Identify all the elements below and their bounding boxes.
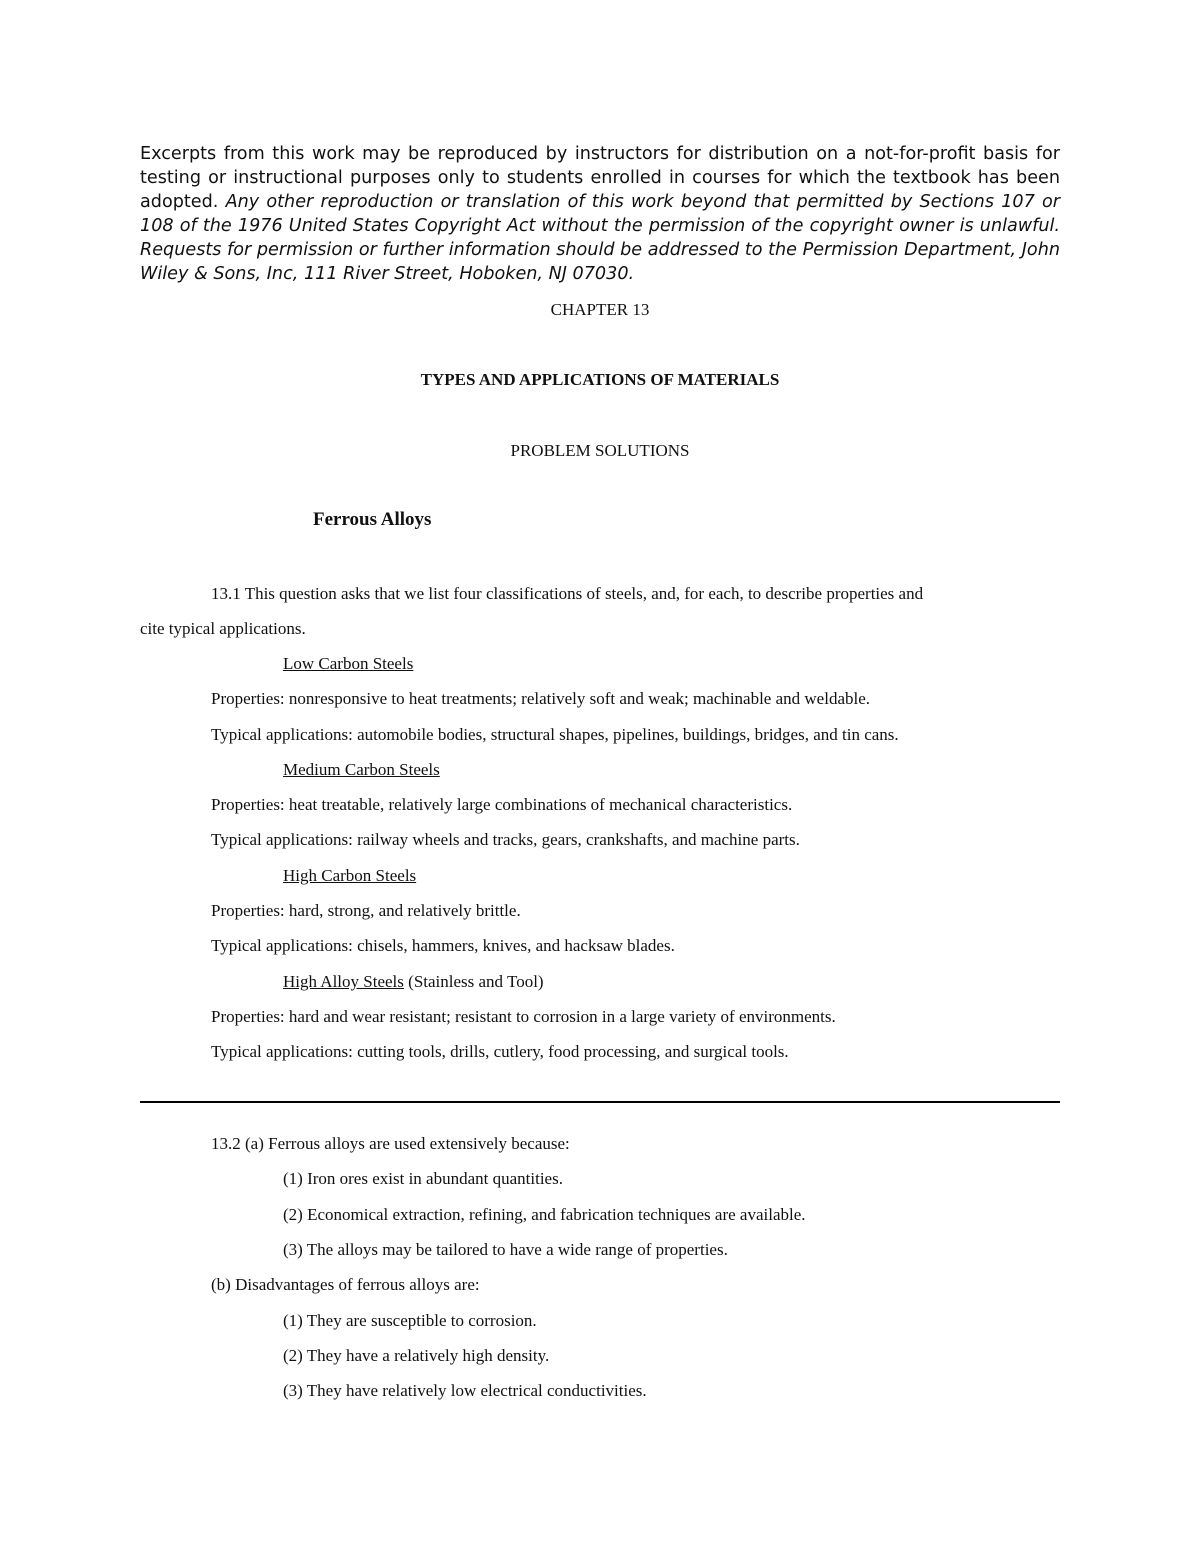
high-carbon-properties: Properties: hard, strong, and relatively brittle. xyxy=(211,901,521,920)
q132-a-item: (3) The alloys may be tailored to have a wide range of properties. xyxy=(283,1240,728,1259)
q132-b-item: (1) They are susceptible to corrosion. xyxy=(283,1311,537,1330)
medium-carbon-properties: Properties: heat treatable, relatively large combinations of mechanical characteristics. xyxy=(211,795,793,814)
low-carbon-applications: Typical applications: automobile bodies, structural shapes, pipelines, buildings, bridges, and tin cans. xyxy=(211,725,899,744)
q131-line-1: 13.1 This question asks that we list four classifications of steels, and, for each, to describe properties and xyxy=(211,584,924,603)
high-alloy-heading-suffix: (Stainless and Tool) xyxy=(403,972,544,991)
q132-b-intro: (b) Disadvantages of ferrous alloys are: xyxy=(211,1275,480,1294)
high-alloy-properties: Properties: hard and wear resistant; resistant to corrosion in a large variety of environments. xyxy=(211,1007,836,1026)
q132-a-intro: 13.2 (a) Ferrous alloys are used extensively because: xyxy=(211,1134,570,1153)
q131-line-2: cite typical applications. xyxy=(140,619,306,638)
chapter-heading: CHAPTER 13 xyxy=(550,300,650,319)
medium-carbon-applications: Typical applications: railway wheels and tracks, gears, crankshafts, and machine parts. xyxy=(211,830,800,849)
q132-b-item: (2) They have a relatively high density. xyxy=(283,1346,550,1365)
q132-b-item: (3) They have relatively low electrical conductivities. xyxy=(283,1381,647,1400)
section-divider xyxy=(140,1101,1060,1103)
high-alloy-heading-line xyxy=(283,972,544,992)
section-heading: Ferrous Alloys xyxy=(313,509,432,530)
notice-plain-text: Excerpts from this work may be reproduced by instructors for distribution on a not-for-profit basis for testing or instructional purposes only to students enrolled in courses for which the textbook has been adopted. xyxy=(140,144,1060,212)
q132-a-item: (2) Economical extraction, refining, and fabrication techniques are available. xyxy=(283,1205,806,1224)
copyright-notice xyxy=(140,142,1060,286)
high-alloy-heading: High Alloy Steels xyxy=(283,972,404,991)
medium-carbon-heading: Medium Carbon Steels xyxy=(283,760,440,779)
notice-italic-text: Any other reproduction or translation of this work beyond that permitted by Sections 107 or 108 of the 1976 United States Copyright Act without the permission of the copyright owner is unlawful. Requests for permission or further information should be addressed to the Permission Department, John Wiley & Sons, Inc, 111 River Street, Hoboken, NJ 07030. xyxy=(140,192,1060,284)
high-carbon-applications: Typical applications: chisels, hammers, knives, and hacksaw blades. xyxy=(211,936,675,955)
chapter-title: TYPES AND APPLICATIONS OF MATERIALS xyxy=(420,370,780,389)
q132-a-item: (1) Iron ores exist in abundant quantities. xyxy=(283,1169,563,1188)
problem-solutions-heading: PROBLEM SOLUTIONS xyxy=(510,441,690,460)
low-carbon-properties: Properties: nonresponsive to heat treatments; relatively soft and weak; machinable and weldable. xyxy=(211,689,871,708)
low-carbon-heading: Low Carbon Steels xyxy=(283,654,414,673)
high-carbon-heading: High Carbon Steels xyxy=(283,866,417,885)
high-alloy-applications: Typical applications: cutting tools, drills, cutlery, food processing, and surgical tools. xyxy=(211,1042,789,1061)
